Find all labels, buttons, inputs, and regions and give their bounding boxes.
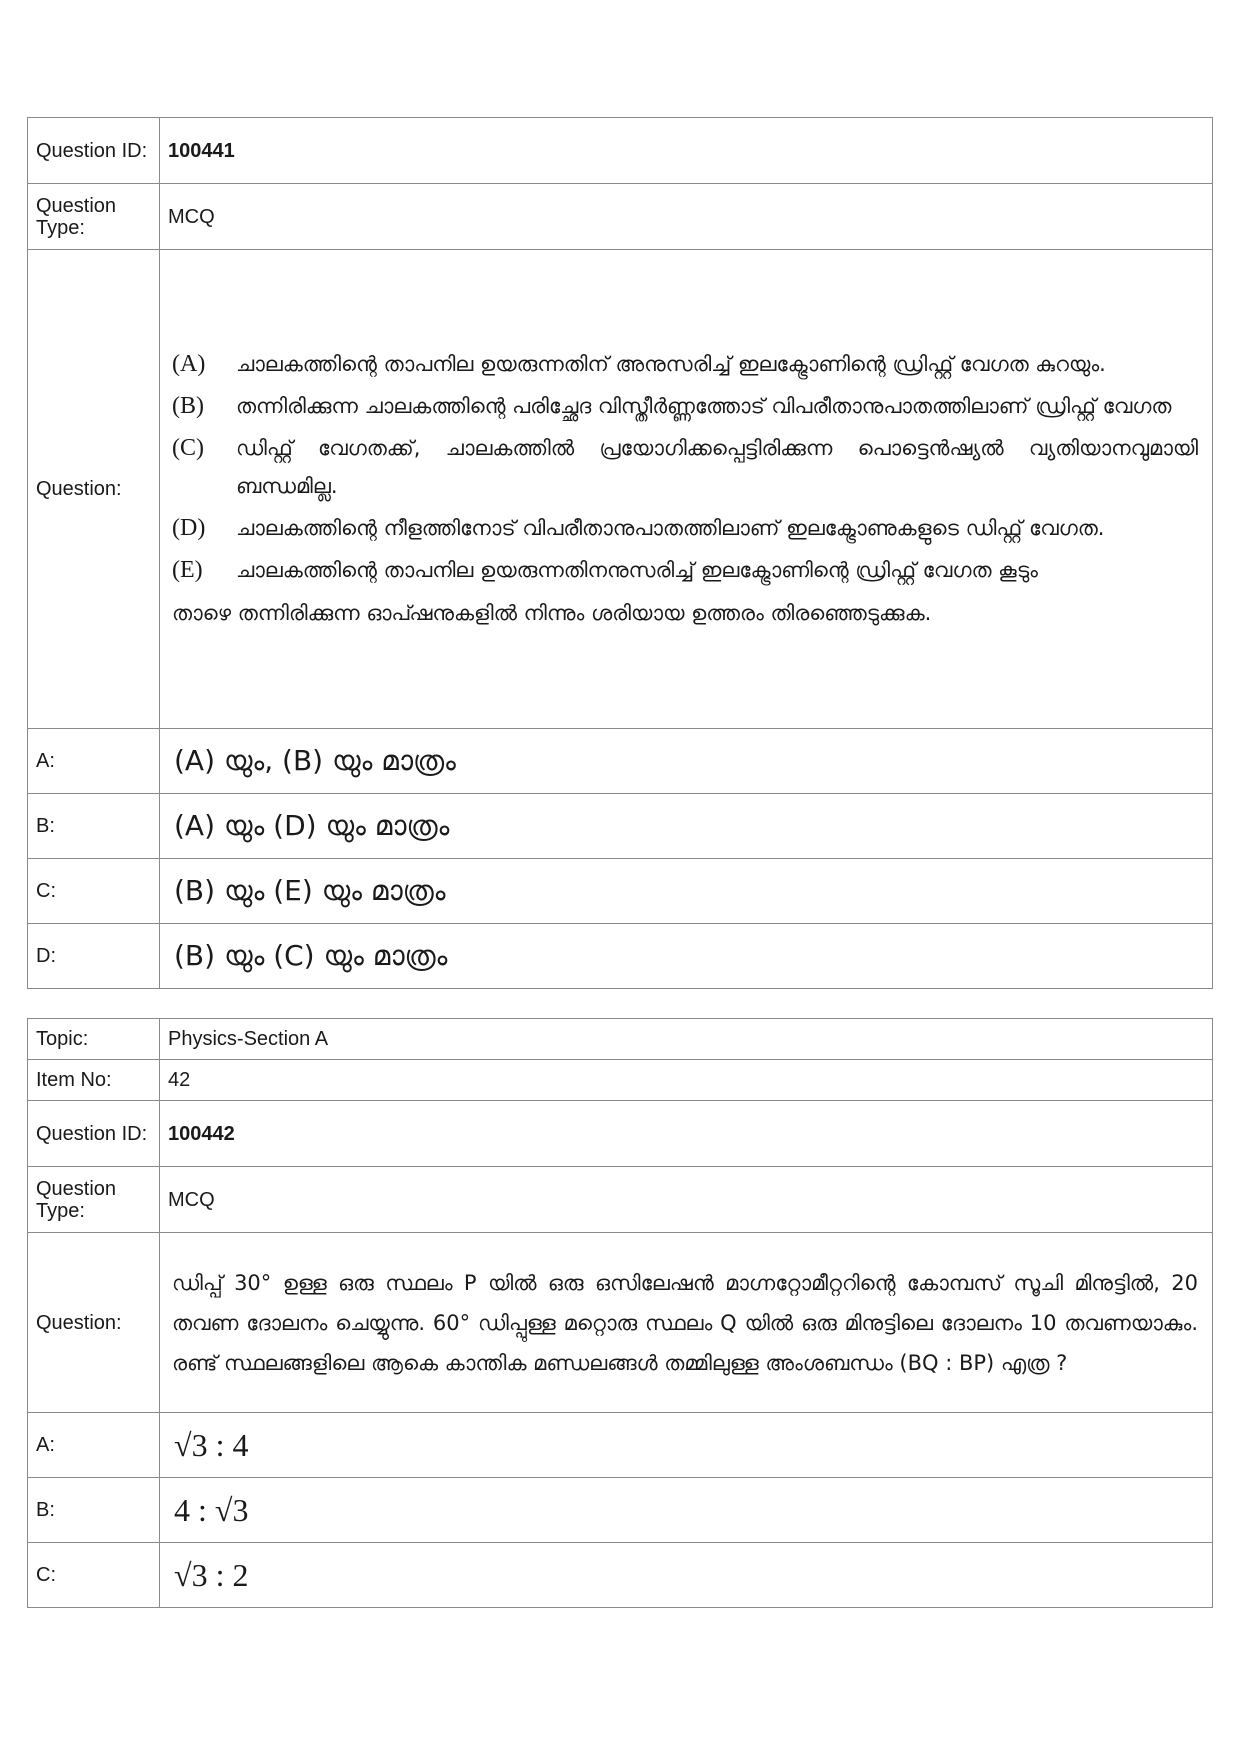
statement-tag: (C) [172,435,204,461]
label-option-a: A: [28,1413,160,1478]
label-option-a: A: [28,729,160,794]
statement-text: ചാലകത്തിന്റെ താപനില ഉയരുന്നതിന് അനുസരിച്ച് ഇലക്ട്രോണിന്റെ ഡ്രിഫ്റ്റ് വേഗത കുറയും. [236,352,1106,376]
label-question: Question: [28,250,160,729]
row-question [28,1233,1213,1413]
question-text: ഡിപ്പ് 30° ഉള്ള ഒരു സ്ഥലം P യിൽ ഒരു ഒസിലേഷൻ മാഗ്നറ്റോമീറ്ററിന്റെ കോമ്പസ് സൂചി മിനുട്ടിൽ, 20 തവണ ദോലനം ചെയ്യുന്നു. 60° ഡിപ്പുള്ള മറ്റൊരു സ്ഥലം Q യിൽ ഒരു മിനുട്ടിലെ ദോലനം 10 തവണയാകും. രണ്ട് സ്ഥലങ്ങളിലെ ആകെ കാന്തിക മണ്ഡലങ്ങൾ തമ്മിലുള്ള അംശബന്ധം (BQ : BP) എത്ര ? [172,1270,1198,1375]
topic-value: Physics-Section A [160,1019,1213,1060]
question-table-1 [27,117,1213,989]
statement-text: തന്നിരിക്കുന്ന ചാലകത്തിന്റെ പരിച്ഛേദ വിസ്തീർണ്ണത്തോട് വിപരീതാനുപാതത്തിലാണ് ഡ്രിഫ്റ്റ് വേഗത [236,394,1172,418]
option-a-text: √3 : 4 [160,1413,1213,1478]
option-d-text: (B) യും (C) യും മാത്രം [160,924,1213,989]
statement-tag: (B) [172,393,204,419]
option-a-text: (A) യും, (B) യും മാത്രം [160,729,1213,794]
label-option-b: B: [28,794,160,859]
label-question-id: Question ID: [28,1101,160,1167]
label-option-c: C: [28,1543,160,1608]
row-question-id [28,1101,1213,1167]
label-question-id: Question ID: [28,118,160,184]
question-instruction: താഴെ തന്നിരിക്കുന്ന ഓപ്ഷനുകളിൽ നിന്നും ശരിയായ ഉത്തരം തിരഞ്ഞെടുക്കുക. [172,601,932,625]
statement-tag: (D) [172,515,206,541]
row-option-c [28,1543,1213,1608]
statement-a [172,345,1198,383]
label-question: Question: [28,1233,160,1413]
row-question [28,250,1213,729]
row-question-type [28,1167,1213,1233]
label-question-type: Question Type: [28,1167,160,1233]
statement-d [172,509,1198,547]
row-option-b [28,1478,1213,1543]
option-c-text: (B) യും (E) യും മാത്രം [160,859,1213,924]
option-b-text: (A) യും (D) യും മാത്രം [160,794,1213,859]
label-question-type: Question Type: [28,184,160,250]
item-no-value: 42 [160,1060,1213,1101]
row-option-a [28,1413,1213,1478]
statement-c [172,429,1198,505]
row-question-type [28,184,1213,250]
row-question-id [28,118,1213,184]
label-option-c: C: [28,859,160,924]
row-topic [28,1019,1213,1060]
option-b-text: 4 : √3 [160,1478,1213,1543]
question-type-value: MCQ [160,184,1213,250]
statement-text: ഡിഫ്റ്റ് വേഗതക്ക്, ചാലകത്തിൽ പ്രയോഗിക്കപ്പെട്ടിരിക്കുന്ന പൊട്ടെൻഷ്യൽ വ്യതിയാനവുമായി ബന്ധമില്ല. [236,436,1198,498]
row-option-a [28,729,1213,794]
label-option-b: B: [28,1478,160,1543]
statement-tag: (E) [172,557,203,583]
question-body [160,250,1213,729]
question-body [160,1233,1213,1413]
label-topic: Topic: [28,1019,160,1060]
statement-e [172,551,1198,589]
question-id-value: 100442 [160,1101,1213,1167]
statement-text: ചാലകത്തിന്റെ താപനില ഉയരുന്നതിനനുസരിച്ച് ഇലക്ട്രോണിന്റെ ഡ്രിഫ്റ്റ് വേഗത കൂടും [236,558,1038,582]
statement-tag: (A) [172,351,206,377]
label-item-no: Item No: [28,1060,160,1101]
question-type-value: MCQ [160,1167,1213,1233]
question-table-2 [27,1018,1213,1608]
label-option-d: D: [28,924,160,989]
option-c-text: √3 : 2 [160,1543,1213,1608]
row-item-no [28,1060,1213,1101]
statement-text: ചാലകത്തിന്റെ നീളത്തിനോട് വിപരീതാനുപാതത്തിലാണ് ഇലക്ട്രോണുകളുടെ ഡിഫ്റ്റ് വേഗത. [236,516,1105,540]
statement-b [172,387,1198,425]
row-option-b [28,794,1213,859]
row-option-c [28,859,1213,924]
question-id-value: 100441 [160,118,1213,184]
row-option-d [28,924,1213,989]
